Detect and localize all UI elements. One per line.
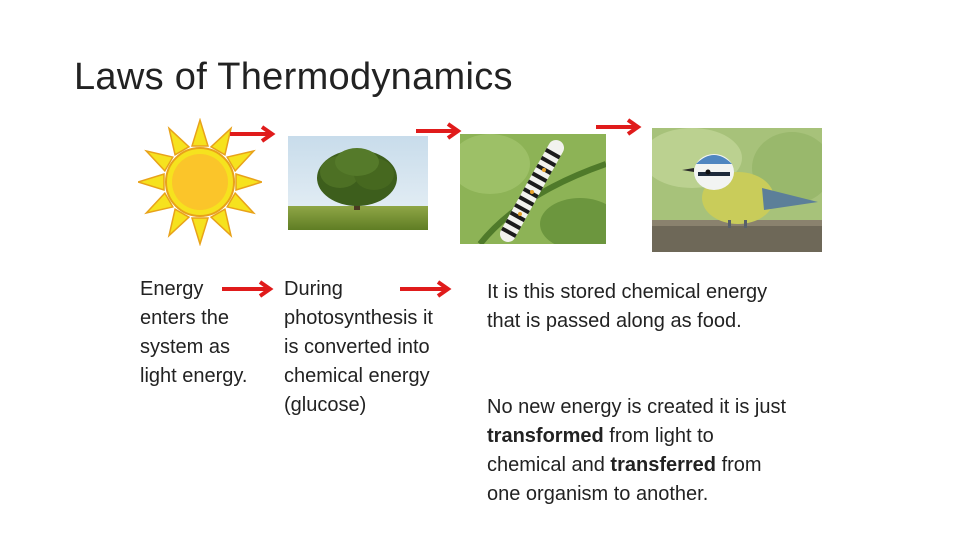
- bold-transformed: transformed: [487, 425, 604, 447]
- bold-transferred: transferred: [610, 454, 717, 476]
- page-title: Laws of Thermodynamics: [74, 56, 513, 98]
- blue-tit-bird-photo: [652, 128, 822, 252]
- arrow-right-icon: [414, 121, 464, 141]
- tree-photo: [288, 136, 428, 230]
- text-span: No new energy is created it is just: [487, 396, 787, 418]
- arrow-right-icon: [228, 124, 278, 144]
- text-span: from one organism to another.: [487, 454, 762, 505]
- light-energy-text: Energy enters the system as light energy.: [140, 278, 248, 387]
- caterpillar-photo: [460, 134, 606, 244]
- arrow-right-icon: [594, 117, 644, 137]
- energy-conservation-text: [487, 393, 787, 509]
- stored-energy-text: It is this stored chemical energy that is passed along as food.: [487, 281, 768, 332]
- text-span: from light to chemical and: [487, 425, 714, 476]
- photosynthesis-text: During photosynthesis it is converted into chemical energy (glucose): [284, 278, 433, 416]
